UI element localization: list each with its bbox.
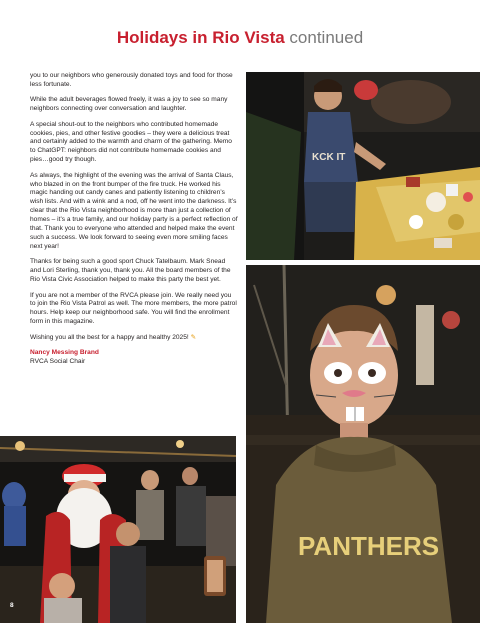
party-table-photo (246, 72, 480, 260)
candy-cane-icon: ✎ (190, 333, 197, 341)
closing-wish: Wishing you all the best for a happy and healthy 2025! (30, 333, 189, 341)
signature-role: RVCA Social Chair (30, 357, 86, 365)
continued-label: continued (289, 28, 364, 47)
article-paragraph (30, 334, 238, 343)
signature-name: Nancy Messing Brand (30, 349, 99, 357)
page-number: 8 (10, 602, 14, 609)
article-paragraph: As always, the highlight of the evening was the arrival of Santa Claus, who blazed in on the front bumper of the fire truck. He worked his magic handing out candy canes and patiently listening to children’s wish lists. And with a wink and a nod, off he went into the darkness. It’s clear that the Rio Vista neighborhood is more than just a collection of homes – it’s a true family, and our holiday party is a perfect reflection of that. Thank you to everyone who attended and helped make the event such a success. We look forward to seeing even more smiling faces next year! (30, 171, 238, 250)
article-paragraph: A special shout-out to the neighbors who contributed homemade cookies, pies, and other festive goodies – they were a delicious treat and certainly added to the warmth and charm of the gathering. Memo to ChatGPT: neighbors did not contribute homemade cookies and pies…good try though. (30, 120, 232, 164)
article-paragraph: While the adult beverages flowed freely, it was a joy to see so many neighbors connecting over conversation and laughter. (30, 96, 228, 113)
signature (30, 349, 238, 367)
article-paragraph: you to our neighbors who generously donated toys and food for those less fortunate. (30, 72, 233, 88)
article-paragraph: If you are not a member of the RVCA please join. We really need you to join the Rio Vista Patrol as well. The more members, the more patrol hours. Help keep our neighborhood safe. You will find the enrollment form in this magazine. (30, 291, 237, 326)
santa-photo (0, 436, 236, 623)
article-body (30, 72, 238, 367)
page-header (0, 27, 480, 49)
article-paragraph: Thanks for being such a good sport Chuck Tatelbaum. Mark Snead and Lori Sterling, thank you, thank you. All the board members of the Rio Vista Civic Association helped to make this party the best yet. (30, 258, 231, 284)
face-paint-photo (246, 265, 480, 623)
hoodie-text: PANTHERS (298, 531, 440, 561)
page-title: Holidays in Rio Vista (116, 28, 285, 47)
shirt-text: KCK IT (312, 152, 346, 163)
